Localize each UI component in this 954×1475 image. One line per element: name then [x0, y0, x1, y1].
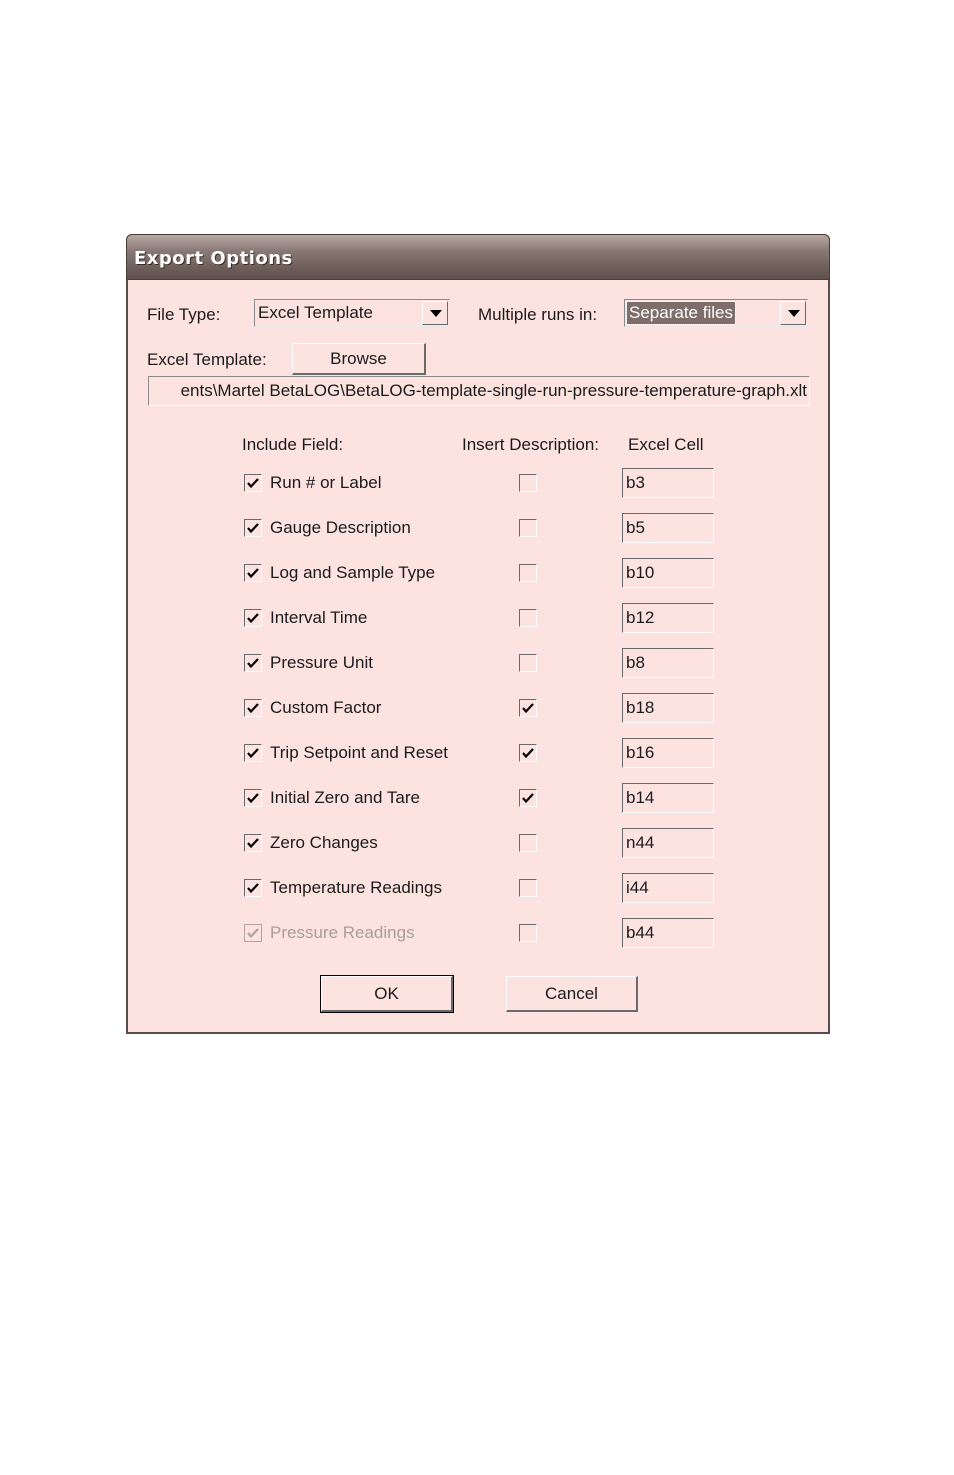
- excel-cell-value: n44: [626, 833, 655, 852]
- description-checkbox[interactable]: [519, 654, 537, 672]
- cancel-button[interactable]: Cancel: [506, 976, 638, 1012]
- excel-cell-value: b16: [626, 743, 655, 762]
- excel-cell-value: b8: [626, 653, 645, 672]
- description-checkbox[interactable]: [519, 879, 537, 897]
- excel-cell-input[interactable]: [622, 738, 714, 768]
- excel-cell-input[interactable]: [622, 918, 714, 948]
- field-label: Run # or Label: [270, 473, 382, 492]
- include-checkbox: [244, 924, 262, 942]
- excel-cell-input[interactable]: [622, 693, 714, 723]
- chevron-down-icon: [788, 310, 800, 317]
- description-checkbox[interactable]: [519, 519, 537, 537]
- include-checkbox[interactable]: [244, 519, 262, 537]
- window-title: Export Options: [134, 248, 293, 269]
- include-checkbox[interactable]: [244, 879, 262, 897]
- include-checkbox[interactable]: [244, 609, 262, 627]
- excel-cell-value: i44: [626, 878, 649, 897]
- field-label: Interval Time: [270, 608, 368, 627]
- include-checkbox[interactable]: [244, 564, 262, 582]
- file-type-value: Excel Template: [258, 303, 373, 322]
- multiple-runs-select[interactable]: [624, 299, 808, 327]
- excel-cell-input[interactable]: [622, 783, 714, 813]
- excel-cell-value: b5: [626, 518, 645, 537]
- include-checkbox[interactable]: [244, 834, 262, 852]
- description-checkbox[interactable]: [519, 744, 537, 762]
- file-type-label: File Type:: [147, 305, 221, 324]
- include-checkbox[interactable]: [244, 474, 262, 492]
- field-label: Temperature Readings: [270, 878, 442, 897]
- field-label: Initial Zero and Tare: [270, 788, 420, 807]
- multiple-runs-label: Multiple runs in:: [478, 305, 598, 324]
- excel-cell-value: b3: [626, 473, 645, 492]
- include-checkbox[interactable]: [244, 789, 262, 807]
- description-checkbox[interactable]: [519, 699, 537, 717]
- excel-cell-header: Excel Cell: [628, 435, 704, 454]
- field-label: Zero Changes: [270, 833, 378, 852]
- excel-template-label: Excel Template:: [147, 350, 267, 369]
- field-label: Pressure Unit: [270, 653, 373, 672]
- include-field-header: Include Field:: [242, 435, 344, 454]
- excel-cell-value: b18: [626, 698, 655, 717]
- excel-cell-input[interactable]: [622, 873, 714, 903]
- description-checkbox[interactable]: [519, 834, 537, 852]
- template-path-field[interactable]: [148, 376, 810, 406]
- field-label: Pressure Readings: [270, 923, 415, 942]
- excel-cell-input[interactable]: [622, 828, 714, 858]
- description-checkbox[interactable]: [519, 474, 537, 492]
- field-label: Gauge Description: [270, 518, 411, 537]
- excel-cell-input[interactable]: [622, 468, 714, 498]
- include-checkbox[interactable]: [244, 699, 262, 717]
- multiple-runs-dropdown-button[interactable]: [780, 301, 806, 325]
- template-path-value: ents\Martel BetaLOG\BetaLOG-template-single-run-pressure-temperature-graph.xlt: [180, 381, 807, 400]
- chevron-down-icon: [430, 310, 442, 317]
- description-checkbox[interactable]: [519, 609, 537, 627]
- browse-button[interactable]: Browse: [292, 343, 426, 375]
- include-checkbox[interactable]: [244, 744, 262, 762]
- excel-cell-input[interactable]: [622, 648, 714, 678]
- include-checkbox[interactable]: [244, 654, 262, 672]
- excel-cell-value: b44: [626, 923, 655, 942]
- excel-cell-input[interactable]: [622, 558, 714, 588]
- field-label: Custom Factor: [270, 698, 382, 717]
- excel-cell-value: b10: [626, 563, 655, 582]
- multiple-runs-value: Separate files: [629, 303, 733, 322]
- title-bar[interactable]: [126, 234, 830, 280]
- export-options-dialog: [126, 234, 830, 1034]
- ok-button[interactable]: OK: [321, 976, 453, 1012]
- description-checkbox[interactable]: [519, 564, 537, 582]
- description-checkbox[interactable]: [519, 789, 537, 807]
- excel-cell-value: b14: [626, 788, 655, 807]
- description-checkbox[interactable]: [519, 924, 537, 942]
- excel-cell-input[interactable]: [622, 513, 714, 543]
- file-type-dropdown-button[interactable]: [422, 301, 448, 325]
- field-label: Log and Sample Type: [270, 563, 436, 582]
- field-label: Trip Setpoint and Reset: [270, 743, 448, 762]
- excel-cell-value: b12: [626, 608, 655, 627]
- file-type-select[interactable]: [254, 299, 450, 327]
- excel-cell-input[interactable]: [622, 603, 714, 633]
- insert-description-header: Insert Description:: [462, 435, 599, 454]
